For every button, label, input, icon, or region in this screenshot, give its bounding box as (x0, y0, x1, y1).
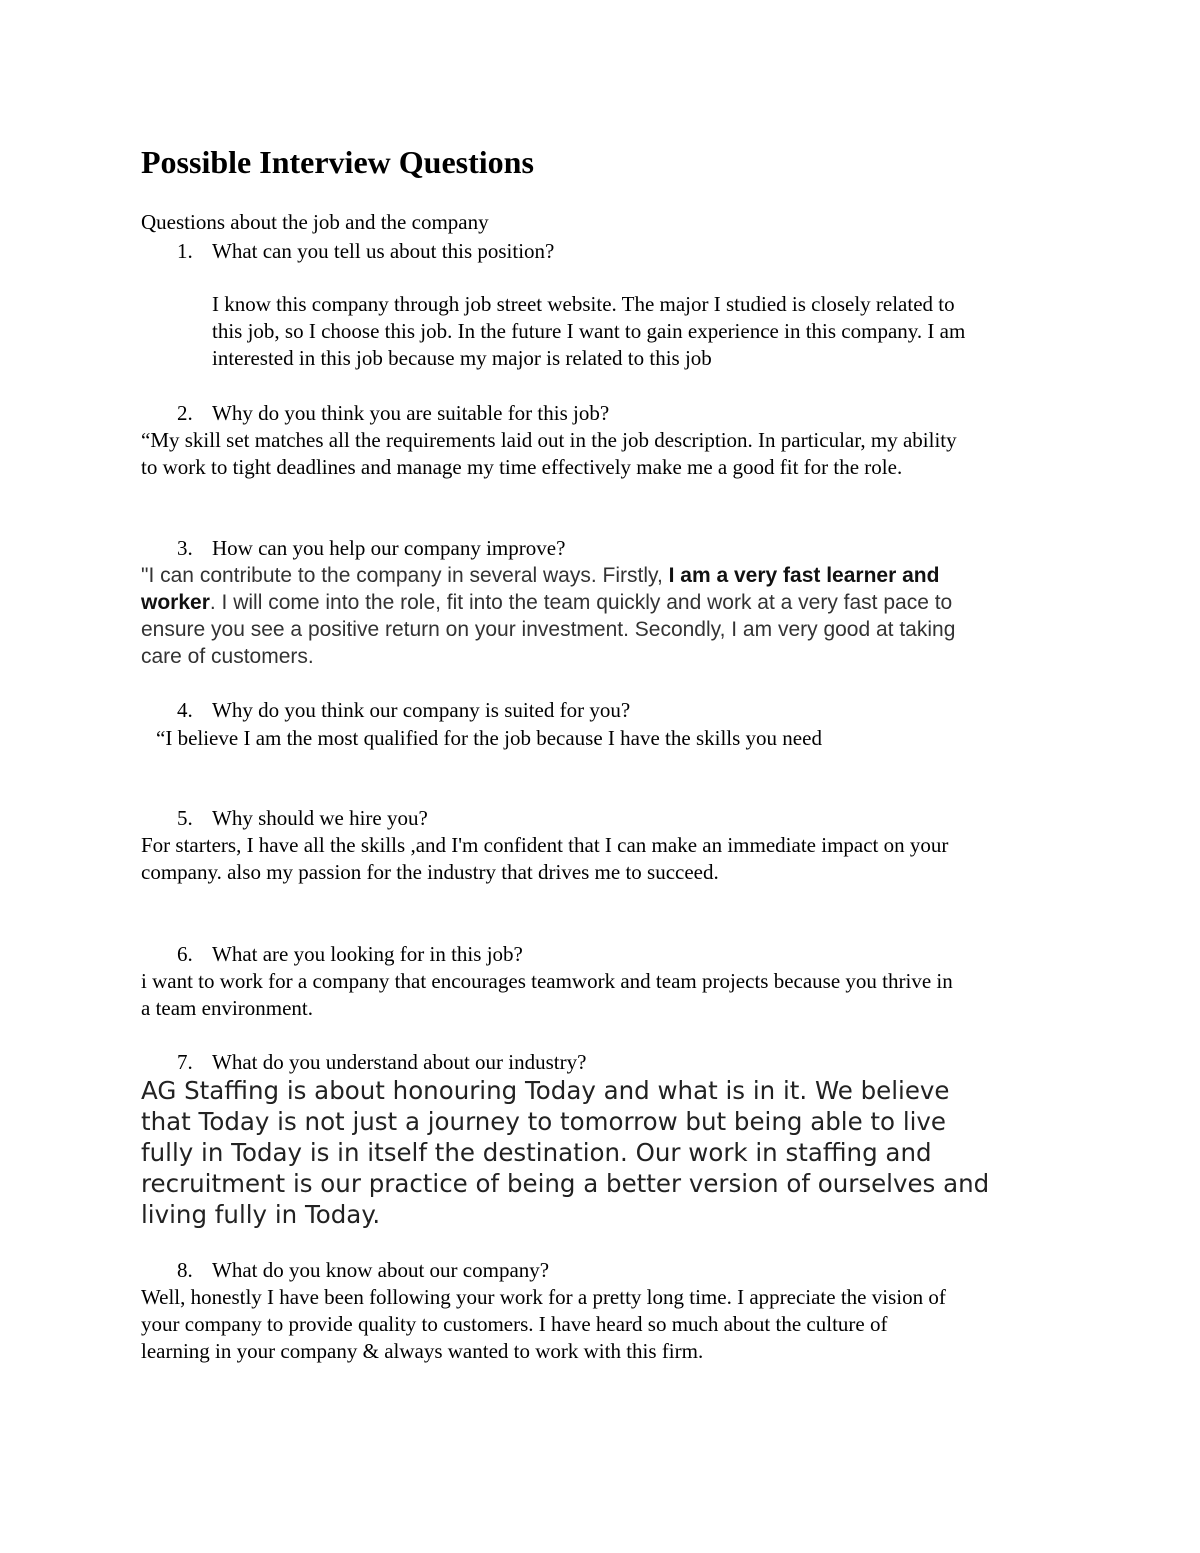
question-text: How can you help our company improve? (212, 536, 566, 560)
question-number: 5. (177, 806, 193, 830)
answer-line: learning in your company & always wanted to work with this firm. (141, 1339, 704, 1363)
answer-line: For starters, I have all the skills ,and I'm confident that I can make an immediate impact on your (141, 833, 949, 857)
question-number: 4. (177, 698, 193, 722)
question-text: What are you looking for in this job? (212, 942, 523, 966)
answer-bold-text: I am a very fast learner and (668, 564, 940, 587)
answer-line: I know this company through job street website. The major I studied is closely related to (212, 292, 955, 316)
answer-line: “My skill set matches all the requirements laid out in the job description. In particular, my ability (141, 428, 957, 452)
question-number: 3. (177, 536, 193, 560)
answer-line: Well, honestly I have been following your work for a pretty long time. I appreciate the vision of (141, 1285, 946, 1309)
answer-line: ensure you see a positive return on your investment. Secondly, I am very good at taking (141, 618, 956, 641)
question-text: Why should we hire you? (212, 806, 428, 830)
answer-text: "I can contribute to the company in several ways. Firstly, (141, 564, 669, 587)
question-text: Why do you think our company is suited for you? (212, 698, 631, 722)
question-number: 6. (177, 942, 193, 966)
question-text: What do you understand about our industry? (212, 1050, 587, 1074)
answer-line: fully in Today is in itself the destination. Our work in staffing and (141, 1138, 932, 1167)
answer-line: interested in this job because my major is related to this job (212, 346, 712, 370)
answer-line: a team environment. (141, 996, 314, 1020)
question-number: 7. (177, 1050, 193, 1074)
question-text: What can you tell us about this position? (212, 239, 555, 263)
question-number: 8. (177, 1258, 193, 1282)
answer-line: your company to provide quality to customers. I have heard so much about the culture of (141, 1312, 888, 1336)
answer-line: recruitment is our practice of being a better version of ourselves and (141, 1169, 990, 1198)
question-number: 2. (177, 401, 193, 425)
answer-line: to work to tight deadlines and manage my time effectively make me a good fit for the role. (141, 455, 903, 479)
answer-line: “I believe I am the most qualified for the job because I have the skills you need (156, 726, 822, 750)
answer-text: . I will come into the role, fit into the team quickly and work at a very fast pace to (209, 591, 953, 614)
answer-line: that Today is not just a journey to tomorrow but being able to live (141, 1107, 947, 1136)
answer-line: company. also my passion for the industry that drives me to succeed. (141, 860, 719, 884)
answer-bold-text: worker (141, 591, 210, 614)
section-heading: Questions about the job and the company (141, 210, 489, 234)
question-text: What do you know about our company? (212, 1258, 550, 1282)
document-title: Possible Interview Questions (141, 144, 534, 180)
answer-line (141, 562, 939, 589)
answer-line: living fully in Today. (141, 1200, 381, 1229)
answer-line: care of customers. (141, 645, 314, 668)
answer-line: i want to work for a company that encourages teamwork and team projects because you thrive in (141, 969, 953, 993)
question-number: 1. (177, 239, 193, 263)
answer-line: AG Staffing is about honouring Today and what is in it. We believe (141, 1076, 950, 1105)
question-text: Why do you think you are suitable for this job? (212, 401, 610, 425)
answer-line (141, 589, 952, 616)
answer-line: this job, so I choose this job. In the future I want to gain experience in this company. I am (212, 319, 966, 343)
